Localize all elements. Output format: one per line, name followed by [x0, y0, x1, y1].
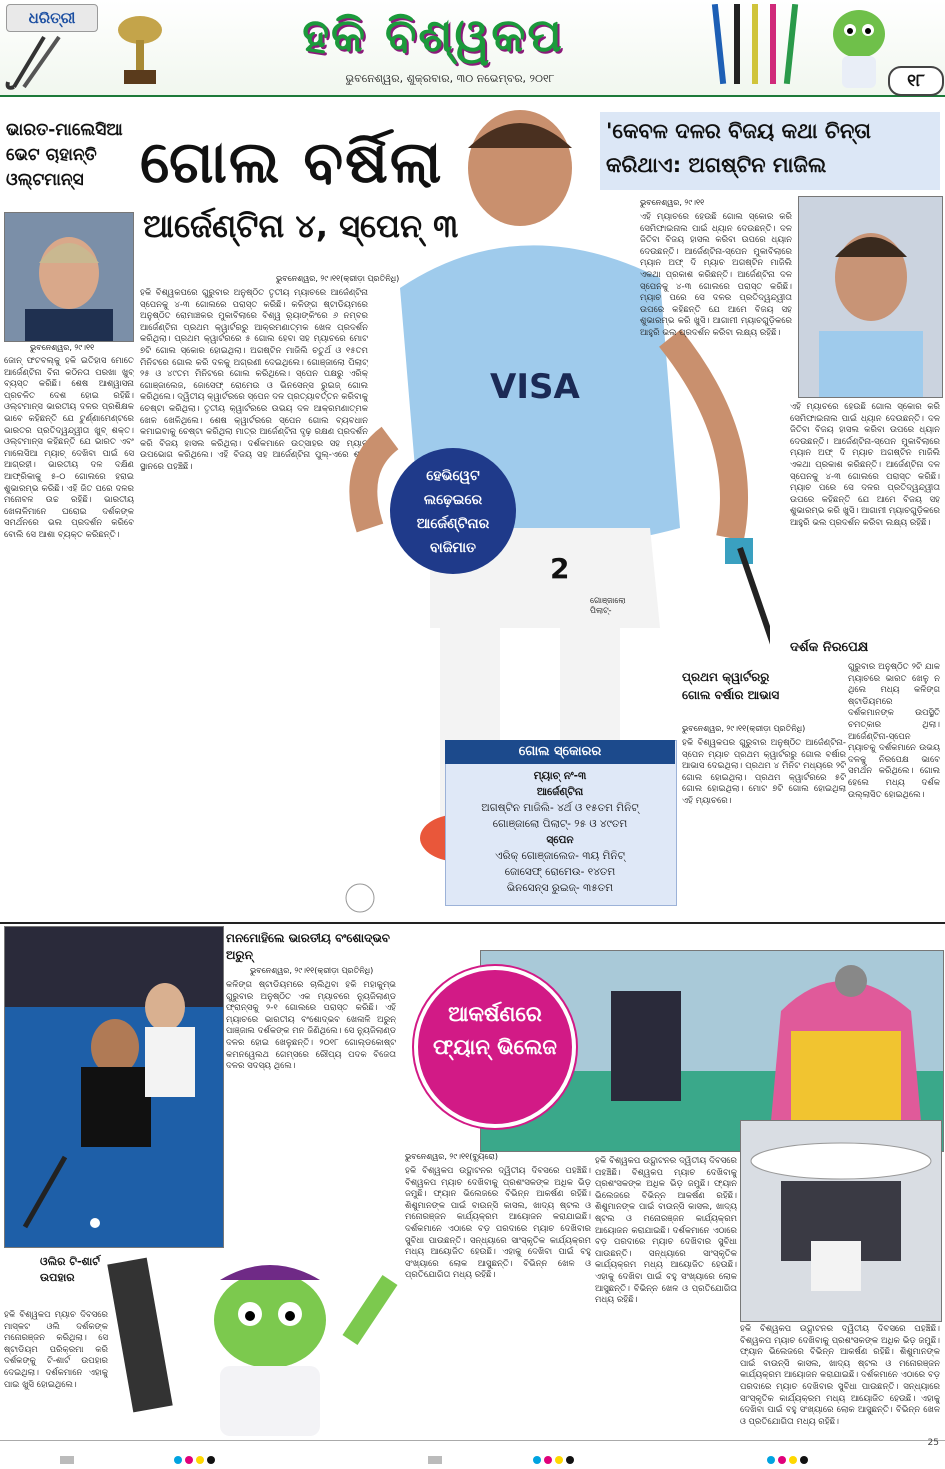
mascot-tshirt-cannon-image [100, 1240, 400, 1438]
scorer-line: ଗୋଞ୍ଜାଲୋ ପିଲାଟ୍- ୨୫ ଓ ୪୯ତମ [492, 818, 628, 830]
highlight-circle-text: ହେଭିୱେଟ ଲଢ଼େଇରେ ଆର୍ଜେଣ୍ଟିନାର ବାଜିମାତ [416, 468, 490, 556]
newspaper-brand: ଧରିତ୍ରୀ [6, 4, 98, 32]
page-number-badge: ୧୮ [888, 66, 944, 96]
scorer-line: ଜୋସେଫ୍ ରୋମେଉ- ୧୪ତମ [504, 866, 616, 878]
masthead-title: ହକି ବିଶ୍ୱକପ [302, 8, 564, 62]
lead-headline: ଗୋଲ ବର୍ଷିଲା [140, 128, 444, 196]
fan-village-circle-text: ଆକର୍ଷଣରେ ଫ୍ୟାନ୍ ଭିଲେଜ [433, 1002, 557, 1059]
player-caption: ଗୋଞ୍ଜାଲୋ ପିଲାଟ୍- [590, 596, 626, 615]
hockey-sticks-icon [4, 32, 104, 92]
tshirt-body: ହକି ବିଶ୍ୱକପ ମ୍ୟାଚ ଦିବସରେ ମାସ୍କଟ ଓଲି ଦର୍ଶକଙ୍କ ମନୋରଞ୍ଜନ କରିଥିଲା। ସେ ଷ୍ଟାଡିୟମ ପରିକ୍ରମା କରି ଦର୍ଶକଙ୍କୁ ଟି-ଶାର୍ଟ ଉପହାର ଦେଇଥିଲା। ଦର୍ଶକମାନେ ଏହାକୁ ପାଇ ଖୁସି ହୋଇଥିଲେ। [4, 1310, 108, 1390]
quote-body-continued: ଏହି ମ୍ୟାଚରେ ହେଉଛି ଗୋଲ ସ୍କୋର କରି ସେମିଫାଇନାଲ ପାଇଁ ଧ୍ୟାନ ଦେଉଛନ୍ତି। ଦଳ ଜିତିବା ବିଜୟ ହାସଲ କରିବା ଉପରେ ଧ୍ୟାନ ଦେଉଛନ୍ତି। ଆର୍ଜେଣ୍ଟିନା-ସ୍ପେନ ମୁକାବିଲାରେ ମ୍ୟାନ ଅଫ୍ ଦି ମ୍ୟାଚ ଅଗଷ୍ଟିନ ମାଜିଲି ଏକଥା ପ୍ରକାଶ କରିଛନ୍ତି। ଆର୍ଜେଣ୍ଟିନା ଦଳ ସ୍ପେନକୁ ୪-୩ ଗୋଲରେ ପରାସ୍ତ କରିଛି। ମ୍ୟାଚ ପରେ ସେ ଦଳର ପ୍ରତିଦ୍ୱନ୍ଦ୍ୱୀତା ଉପରେ କହିଛନ୍ତି ଯେ ଆମେ ବିଜୟ ସହ ଶୁଭାରମ୍ଭ କରି ଖୁସି। ଆଗାମୀ ମ୍ୟାଚଗୁଡ଼ିକରେ ଆହୁରି ଭଲ ପ୍ରଦର୍ଶନ କରିବା ଲକ୍ଷ୍ୟ ରହିଛି। [790, 402, 940, 528]
svg-text:VISA: VISA [490, 367, 580, 407]
svg-text:2: 2 [550, 552, 570, 585]
colored-sticks-icon [706, 4, 826, 92]
spectators-headline: ଦର୍ଶକ ନିରପେକ୍ଷ [790, 640, 869, 655]
quote-body-top: ଏହି ମ୍ୟାଚରେ ହେଉଛି ଗୋଲ ସ୍କୋର କରି ସେମିଫାଇନାଲ ପାଇଁ ଧ୍ୟାନ ଦେଉଛନ୍ତି। ଦଳ ଜିତିବା ବିଜୟ ହାସଲ କରିବା ଉପରେ ଧ୍ୟାନ ଦେଉଛନ୍ତି। ଆର୍ଜେଣ୍ଟିନା-ସ୍ପେନ ମୁକାବିଲାରେ ମ୍ୟାନ ଅଫ୍ ଦି ମ୍ୟାଚ ଅଗଷ୍ଟିନ ମାଜିଲି ଏକଥା ପ୍ରକାଶ କରିଛନ୍ତି। ଆର୍ଜେଣ୍ଟିନା ଦଳ ସ୍ପେନକୁ ୪-୩ ଗୋଲରେ ପରାସ୍ତ କରିଛି। ମ୍ୟାଚ ପରେ ସେ ଦଳର ପ୍ରତିଦ୍ୱନ୍ଦ୍ୱୀତା ଉପରେ କହିଛନ୍ତି ଯେ ଆମେ ବିଜୟ ସହ ଶୁଭାରମ୍ଭ କରି ଖୁସି। ଆଗାମୀ ମ୍ୟାଚଗୁଡ଼ିକରେ ଆହୁରି ଭଲ ପ୍ରଦର୍ଶନ କରିବା ଲକ୍ଷ୍ୟ ରହିଛି। [640, 212, 792, 338]
print-color-strip [0, 1440, 945, 1469]
coach-photo [4, 212, 134, 342]
fan-village-circle [414, 966, 576, 1128]
quote-headline: 'କେବଳ ଦଳର ବିଜୟ କଥା ଚିନ୍ତା କରିଥାଏ: ଅଗଷ୍ଟିନ ମାଜିଲ [606, 119, 871, 177]
indian-story-headline: ମନମୋହିଲେ ଭାରତୀୟ ବଂଶୋଦ୍ଭବ ଅରୁନ୍ [226, 931, 390, 962]
scorer-line: ଅଗଷ୍ଟିନ ମାଜିଲି- ୪ର୍ଥ ଓ ୧୫ତମ ମିନିଟ୍ [481, 802, 639, 814]
dateline: ଭୁବନେଶ୍ୱର, ଶୁକ୍ରବାର, ୩୦ ନଭେମ୍ବର, ୨୦୧୮ [345, 72, 555, 85]
match-action-photo [4, 926, 224, 1248]
highlight-circle [390, 448, 516, 574]
scorer-box-title: ଗୋଲ ସ୍କୋରର [445, 740, 675, 764]
lead-body: ହକି ବିଶ୍ୱକପରେ ଗୁରୁବାର ଅନୁଷ୍ଠିତ ତୃତୀୟ ମ୍ୟାଚରେ ଆର୍ଜେଣ୍ଟିନା ସ୍ପେନକୁ ୪-୩ ଗୋଲରେ ପରାସ୍ତ କରିଛି। କଳିଙ୍ଗ ଷ୍ଟାଡିୟମରେ ଅନୁଷ୍ଠିତ ରୋମାଞ୍ଚକର ମୁକାବିଲାରେ ବିଶ୍ୱ ର଼୍ୟାଙ୍କିଂରେ ୬ ନମ୍ବର ଆର୍ଜେଣ୍ଟିନା ପ୍ରଥମ କ୍ୱାର୍ଟରରୁ ଆକ୍ରମଣାତ୍ମକ ଖେଳ ପ୍ରଦର୍ଶନ କରିଥିଲା। ପ୍ରଥମ କ୍ୱାର୍ଟରରେ ୫ ଗୋଲ ହେବା ସହ ମ୍ୟାଚରେ ମୋଟ ୭ଟି ଗୋଲ ସ୍କୋର ହୋଇଥିଲା। ଅଗଷ୍ଟିନ ମାଜିଲି ଚତୁର୍ଥ ଓ ୧୫ତମ ମିନିଟରେ ଗୋଲ କରି ଦଳକୁ ଅଗ୍ରଣୀ ଦେଇଥିଲେ। ଗୋଞ୍ଜାଲୋ ପିଲାଟ୍ ୨୫ ଓ ୪୯ତମ ମିନିଟରେ ଗୋଲ କରିଥିଲେ। ସ୍ପେନ ପକ୍ଷରୁ ଏରିକ୍ ଗୋଞ୍ଜାଲେଜ, ଜୋସେଫ୍ ରୋମେଉ ଓ ଭିନସେନ୍ସ ରୁଇଜ୍ ଗୋଲ କରିଥିଲେ। ଦ୍ୱିତୀୟ କ୍ୱାର୍ଟରରେ ସ୍ପେନ ଦଳ ପ୍ରତ୍ୟାବର୍ତ୍ତନ କରିବାକୁ ଚେଷ୍ଟା କରିଥିଲା। ତୃତୀୟ କ୍ୱାର୍ଟରରେ ଉଭୟ ଦଳ ଆକ୍ରମଣାତ୍ମକ ଖେଳ ଖେଳିଥିଲେ। ଶେଷ କ୍ୱାର୍ଟରରେ ସ୍ପେନ ଗୋଲ ବ୍ୟବଧାନ କମାଇବାକୁ ଚେଷ୍ଟା କରିଥିଲା ମାତ୍ର ଆର୍ଜେଣ୍ଟିନା ଦୃଢ଼ ରକ୍ଷଣ ପ୍ରଦର୍ଶନ କରି ବିଜୟ ହାସଲ କରିଥିଲା। ଦର୍ଶକମାନେ ଉତ୍ସାହର ସହ ମ୍ୟାଚ ଉପଭୋଗ କରିଥିଲେ। ଏହି ବିଜୟ ସହ ଆର୍ଜେଣ୍ଟିନା ପୁଲ୍-ଏରେ ଶୀର୍ଷ ସ୍ଥାନରେ ପହଞ୍ଚିଛି। [140, 288, 368, 472]
quote-byline: ଭୁବନେଶ୍ୱର, ୨୯।୧୧ [640, 198, 705, 207]
first-quarter-headline: ପ୍ରଥମ କ୍ୱାର୍ଟରରୁ ଗୋଲ ବର୍ଷାର ଆଭାସ [682, 670, 780, 702]
scorer-team-spain: ସ୍ପେନ [546, 834, 574, 846]
fan-village-body: ହକି ବିଶ୍ୱକପ ଉଦ୍ଘାଟନର ଦ୍ୱିତୀୟ ଦିବସରେ ପହଞ୍ଚିଛି। ବିଶ୍ୱକପ ମ୍ୟାଚ ଦେଖିବାକୁ ପ୍ରଶଂସକଙ୍କ ଅଧିକ ଭିଡ଼ ଜମୁଛି। ଫ୍ୟାନ ଭିଲେଜରେ ବିଭିନ୍ନ ଆକର୍ଷଣ ରହିଛି। ଶିଶୁମାନଙ୍କ ପାଇଁ ବାଉନ୍ସି କାସଲ, ଖାଦ୍ୟ ଷ୍ଟଲ ଓ ମନୋରଞ୍ଜନ କାର୍ଯ୍ୟକ୍ରମ ଆୟୋଜନ କରାଯାଇଛି। ଦର୍ଶକମାନେ ଏଠାରେ ବଡ଼ ପରଦାରେ ମ୍ୟାଚ ଦେଖିବାର ସୁବିଧା ପାଉଛନ୍ତି। ସନ୍ଧ୍ୟାରେ ସାଂସ୍କୃତିକ କାର୍ଯ୍ୟକ୍ରମ ମଧ୍ୟ ଆୟୋଜିତ ହେଉଛି। ଏହାକୁ ଦେଖିବା ପାଇଁ ବହୁ ସଂଖ୍ୟାରେ ଲୋକ ଆସୁଛନ୍ତି। ବିଭିନ୍ନ ଖେଳ ଓ ପ୍ରତିଯୋଗିତା ମଧ୍ୟ ରହିଛି। [405, 1166, 591, 1281]
scorer-team-argentina: ଆର୍ଜେଣ୍ଟିନା [536, 786, 584, 798]
fan-village-byline: ଭୁବନେଶ୍ୱର, ୨୯।୧୧(ବ୍ୟୁରୋ) [405, 1152, 498, 1161]
spectators-body: ଗୁରୁବାର ଅନୁଷ୍ଠିତ ୨ଟି ଯାକ ମ୍ୟାଚରେ ଭାରତ ଖେଳୁ ନ ଥିଲେ ମଧ୍ୟ କଳିଙ୍ଗ ଷ୍ଟାଡିୟମରେ ଦର୍ଶକମାନଙ୍କ ଉପସ୍ଥିତି ଚମତ୍କାର ଥିଲା। ଆର୍ଜେଣ୍ଟିନା-ସ୍ପେନ ମ୍ୟାଚକୁ ଦର୍ଶକମାନେ ଉଭୟ ଦଳକୁ ନିରପେକ୍ଷ ଭାବେ ସମର୍ଥନ କରିଥିଲେ। ଗୋଲ ହେଲେ ମଧ୍ୟ ଦର୍ଶକ ଉଲ୍ଲାସିତ ହୋଇଥିଲେ। [848, 662, 940, 800]
side-story-headline: ଭାରତ-ମାଲେସିଆ ଭେଟ ଚାହାନ୍ତି ଓଲ୍ଟମାନ୍ସ [6, 120, 123, 190]
footer-page-number: 25 [927, 1438, 939, 1448]
fan-booth-photo [740, 1120, 942, 1322]
side-story-body: ଜୋନ୍ ଫଟବଲ୍କୁ ହକି ଇତିହାସ ମୋତେ ଆର୍ଜେଣ୍ଟିନା ବିନା କଠିନତା ପରଖା ଖୁବ୍ ବ୍ୟସ୍ତ କରିଛି। ଶେଷ ଆଶ୍ୱାସନା ପ୍ରଚଳିତ ଦେଶ ହୋଇ ରହିଛି। ଓଲ୍ଟମାନ୍ସ ଭାରତୀୟ ଦଳର ପ୍ରଶିକ୍ଷକ ଭାବେ କହିଛନ୍ତି ଯେ ଟୁର୍ଣ୍ଣାମେଣ୍ଟରେ ଭାରତର ପ୍ରତିଦ୍ୱନ୍ଦ୍ୱୀତା ଖୁବ୍ ଶକ୍ତ। ଓଲ୍ଟମାନ୍ସ କହିଛନ୍ତି ଯେ ଭାରତ ଏବଂ ମାଲେସିଆ ମ୍ୟାଚ୍ ଦେଖିବା ପାଇଁ ସେ ଆଗ୍ରହୀ। ଭାରତୀୟ ଦଳ ଦକ୍ଷିଣ ଆଫ୍ରିକାକୁ ୫-୦ ଗୋଲରେ ହରାଇ ଶୁଭାରମ୍ଭ କରିଛି। ଏହି ଜିତ ପରେ ଦଳର ମନୋବଳ ଉଚ୍ଚ ରହିଛି। ଭାରତୀୟ ଖେଳାଳିମାନେ ଘରୋଇ ଦର୍ଶକଙ୍କ ସମର୍ଥନରେ ଭଲ ପ୍ରଦର୍ଶନ କରିବେ ବୋଲି ସେ ଆଶା ବ୍ୟକ୍ତ କରିଛନ୍ତି। [4, 356, 134, 540]
trophy-icon [110, 10, 170, 90]
scorer-match-number: ମ୍ୟାଚ୍ ନଂ-୩ [533, 770, 587, 782]
first-quarter-body: ହକି ବିଶ୍ୱକପର ଗୁରୁବାର ଅନୁଷ୍ଠିତ ଆର୍ଜେଣ୍ଟିନା-ସ୍ପେନ ମ୍ୟାଚ ପ୍ରଥମ କ୍ୱାର୍ଟରରୁ ଗୋଲ ବର୍ଷାର ଆଭାସ ଦେଇଥିଲା। ପ୍ରଥମ ୪ ମିନିଟ ମଧ୍ୟରେ ୨ଟି ଗୋଲ ହୋଇଥିଲା। ପ୍ରଥମ କ୍ୱାର୍ଟରରେ ୫ଟି ଗୋଲ ହୋଇଥିଲା। ମୋଟ ୭ଟି ଗୋଲ ହୋଇଥିଲା ଏହି ମ୍ୟାଚରେ। [682, 738, 846, 806]
section-divider [0, 922, 945, 924]
lead-byline: ଭୁବନେଶ୍ୱର, ୨୯।୧୧(କ୍ରୀଡ଼ା ପ୍ରତିନିଧି) [276, 274, 400, 283]
fan-village-body-continued: ହକି ବିଶ୍ୱକପ ଉଦ୍ଘାଟନର ଦ୍ୱିତୀୟ ଦିବସରେ ପହଞ୍ଚିଛି। ବିଶ୍ୱକପ ମ୍ୟାଚ ଦେଖିବାକୁ ପ୍ରଶଂସକଙ୍କ ଅଧିକ ଭିଡ଼ ଜମୁଛି। ଫ୍ୟାନ ଭିଲେଜରେ ବିଭିନ୍ନ ଆକର୍ଷଣ ରହିଛି। ଶିଶୁମାନଙ୍କ ପାଇଁ ବାଉନ୍ସି କାସଲ, ଖାଦ୍ୟ ଷ୍ଟଲ ଓ ମନୋରଞ୍ଜନ କାର୍ଯ୍ୟକ୍ରମ ଆୟୋଜନ କରାଯାଇଛି। ଦର୍ଶକମାନେ ଏଠାରେ ବଡ଼ ପରଦାରେ ମ୍ୟାଚ ଦେଖିବାର ସୁବିଧା ପାଉଛନ୍ତି। ସନ୍ଧ୍ୟାରେ ସାଂସ୍କୃତିକ କାର୍ଯ୍ୟକ୍ରମ ମଧ୍ୟ ଆୟୋଜିତ ହେଉଛି। ଏହାକୁ ଦେଖିବା ପାଇଁ ବହୁ ସଂଖ୍ୟାରେ ଲୋକ ଆସୁଛନ୍ତି। ବିଭିନ୍ନ ଖେଳ ଓ ପ୍ରତିଯୋଗିତା ମଧ୍ୟ ରହିଛି। [595, 1156, 737, 1306]
indian-story-body: କଳିଙ୍ଗ ଷ୍ଟାଡିୟମରେ ଚାଲିଥିବା ହକି ମହାକୁମ୍ଭ ଗୁରୁବାର ଅନୁଷ୍ଠିତ ଏକ ମ୍ୟାଚରେ ନ୍ୟୁଜିଲାଣ୍ଡ ଫ୍ରାନ୍ସକୁ ୨-୧ ଗୋଲରେ ପରାସ୍ତ କରିଛି। ଏହି ମ୍ୟାଚରେ ଭାରତୀୟ ବଂଶୋଦ୍ଭବ ଖେଳାଳି ଅରୁନ୍ ପାଞ୍ଜାଲ ଦର୍ଶକଙ୍କ ମନ ଜିଣିଥିଲେ। ସେ ନ୍ୟୁଜିଲାଣ୍ଡ ଦଳର ହୋଇ ଖେଳୁଛନ୍ତି। ୨୦୧୮ ଗୋଲ୍ଡକୋଷ୍ଟ କମନୱେଲଥ ଗେମ୍ସରେ ରୌପ୍ୟ ପଦକ ବିଜେତା ଦଳର ସଦସ୍ୟ ଥିଲେ। [226, 980, 396, 1072]
lead-subheadline: ଆର୍ଜେଣ୍ଟିନା ୪, ସ୍ପେନ୍ ୩ [143, 207, 459, 245]
tshirt-headline: ଓଲିର ଟି-ଶାର୍ଟ ଉପହାର [40, 1255, 100, 1284]
indian-story-byline: ଭୁବନେଶ୍ୱର, ୨୯।୧୧(କ୍ରୀଡ଼ା ପ୍ରତିନିଧି) [250, 966, 374, 975]
side-story-byline: ଭୁବନେଶ୍ୱର, ୨୯।୧୧ [30, 343, 95, 352]
first-quarter-byline: ଭୁବନେଶ୍ୱର, ୨୯।୧୧(କ୍ରୀଡ଼ା ପ୍ରତିନିଧି) [682, 724, 806, 733]
color-registration-marks [60, 1449, 811, 1468]
scorer-line: ଏରିକ୍ ଗୋଞ୍ଜାଲେଜ- ୩ୟ ମିନିଟ୍ [495, 850, 625, 862]
fan-village-body-end: ହକି ବିଶ୍ୱକପ ଉଦ୍ଘାଟନର ଦ୍ୱିତୀୟ ଦିବସରେ ପହଞ୍ଚିଛି। ବିଶ୍ୱକପ ମ୍ୟାଚ ଦେଖିବାକୁ ପ୍ରଶଂସକଙ୍କ ଅଧିକ ଭିଡ଼ ଜମୁଛି। ଫ୍ୟାନ ଭିଲେଜରେ ବିଭିନ୍ନ ଆକର୍ଷଣ ରହିଛି। ଶିଶୁମାନଙ୍କ ପାଇଁ ବାଉନ୍ସି କାସଲ, ଖାଦ୍ୟ ଷ୍ଟଲ ଓ ମନୋରଞ୍ଜନ କାର୍ଯ୍ୟକ୍ରମ ଆୟୋଜନ କରାଯାଇଛି। ଦର୍ଶକମାନେ ଏଠାରେ ବଡ଼ ପରଦାରେ ମ୍ୟାଚ ଦେଖିବାର ସୁବିଧା ପାଉଛନ୍ତି। ସନ୍ଧ୍ୟାରେ ସାଂସ୍କୃତିକ କାର୍ଯ୍ୟକ୍ରମ ମଧ୍ୟ ଆୟୋଜିତ ହେଉଛି। ଏହାକୁ ଦେଖିବା ପାଇଁ ବହୁ ସଂଖ୍ୟାରେ ଲୋକ ଆସୁଛନ୍ତି। ବିଭିନ୍ନ ଖେଳ ଓ ପ୍ରତିଯୋଗିତା ମଧ୍ୟ ରହିଛି। [740, 1324, 940, 1427]
mascot-olly-icon [824, 4, 894, 92]
mazzilli-photo [798, 196, 943, 398]
scorer-line: ଭିନସେନ୍ସ ରୁଇଜ୍- ୩୫ତମ [506, 882, 614, 894]
